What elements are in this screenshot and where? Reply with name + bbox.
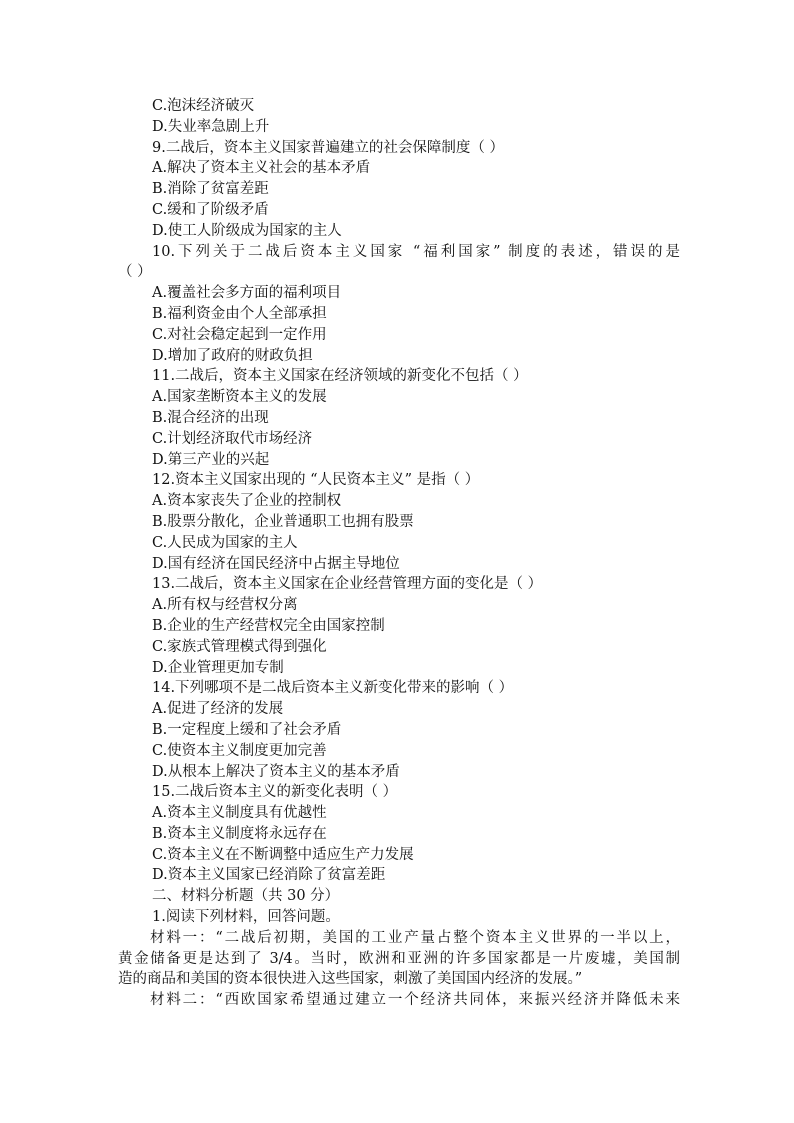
option-10a: A.覆盖社会多方面的福利项目 [152, 285, 342, 302]
option-9c: C.缓和了阶级矛盾 [152, 201, 269, 218]
option-14c: C.使资本主义制度更加完善 [152, 742, 327, 759]
option-11d: D.第三产业的兴起 [152, 451, 270, 468]
option-13c: C.家族式管理模式得到强化 [152, 638, 327, 655]
option-12c: C.人民成为国家的主人 [152, 534, 298, 551]
question-material-1: 1.阅读下列材料，回答问题。 [152, 909, 340, 926]
option-12d: D.国有经济在国民经济中占据主导地位 [152, 555, 400, 572]
option-10c: C.对社会稳定起到一定作用 [152, 326, 327, 343]
option-15d: D.资本主义国家已经消除了贫富差距 [152, 867, 386, 884]
option-11c: C.计划经济取代市场经济 [152, 430, 313, 447]
material-1-line-3: 造的商品和美国的资本很快进入这些国家，刺激了美国国内经济的发展。” [118, 971, 583, 988]
section-heading-material-analysis: 二、材料分析题（共 30 分） [152, 888, 340, 905]
question-14: 14.下列哪项不是二战后资本主义新变化带来的影响（ ） [152, 680, 514, 697]
option-9b: B.消除了贫富差距 [152, 181, 269, 198]
question-12: 12.资本主义国家出现的 “人民资本主义” 是指（ ） [152, 472, 480, 489]
question-11: 11.二战后，资本主义国家在经济领域的新变化不包括（ ） [152, 368, 528, 385]
option-15b: B.资本主义制度将永远存在 [152, 825, 327, 842]
option-15c: C.资本主义在不断调整中适应生产力发展 [152, 846, 414, 863]
option-14d: D.从根本上解决了资本主义的基本矛盾 [152, 763, 400, 780]
document-body [118, 96, 680, 1011]
option-12b: B.股票分散化，企业普通职工也拥有股票 [152, 513, 414, 530]
option-9d: D.使工人阶级成为国家的主人 [152, 222, 342, 239]
option-10d: D.增加了政府的财政负担 [152, 347, 313, 364]
question-13: 13.二战后，资本主义国家在企业经营管理方面的变化是（ ） [152, 576, 543, 593]
option-13b: B.企业的生产经营权完全由国家控制 [152, 617, 385, 634]
question-10: 10.下列关于二战后资本主义国家 “福利国家” 制度的表述，错误的是 [152, 243, 680, 260]
question-15: 15.二战后资本主义的新变化表明（ ） [152, 784, 398, 801]
option-13d: D.企业管理更加专制 [152, 659, 284, 676]
question-10-continued: （ ） [118, 264, 152, 281]
option-10b: B.福利资金由个人全部承担 [152, 305, 327, 322]
option-14b: B.一定程度上缓和了社会矛盾 [152, 721, 342, 738]
option-9a: A.解决了资本主义社会的基本矛盾 [152, 160, 371, 177]
material-2-line-1: 材料二：“西欧国家希望通过建立一个经济共同体，来振兴经济并降低未来 [150, 992, 680, 1009]
material-1-line-2: 黄金储备更是达到了 3/4。当时，欧洲和亚洲的许多国家都是一片废墟，美国制 [118, 950, 680, 967]
material-1-line-1: 材料一：“二战后初期，美国的工业产量占整个资本主义世界的一半以上， [150, 929, 680, 946]
option-8c: C.泡沫经济破灭 [152, 98, 255, 114]
option-13a: A.所有权与经营权分离 [152, 597, 298, 614]
option-15a: A.资本主义制度具有优越性 [152, 805, 327, 822]
question-9: 9.二战后，资本主义国家普遍建立的社会保障制度（ ） [152, 139, 504, 156]
option-8d: D.失业率急剧上升 [152, 118, 270, 135]
option-12a: A.资本家丧失了企业的控制权 [152, 493, 342, 510]
option-14a: A.促进了经济的发展 [152, 701, 284, 718]
option-11b: B.混合经济的出现 [152, 409, 269, 426]
option-11a: A.国家垄断资本主义的发展 [152, 389, 327, 406]
